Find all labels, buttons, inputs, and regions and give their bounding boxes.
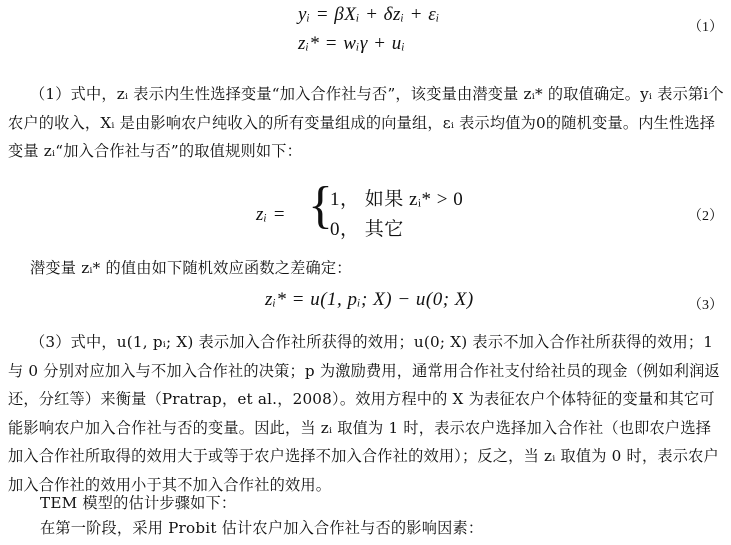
equation-3-number: （3） [688,298,723,313]
equation-2-brace: { [308,177,333,234]
paragraph-5: 在第一阶段，采用 Probit 估计农户加入合作社与否的影响因素： [40,519,484,537]
equation-2-number: （2） [688,209,723,224]
equation-1-line-b: zᵢ* = wᵢγ + uᵢ [298,33,406,54]
equation-3: zᵢ* = u(1, pᵢ; X) − u(0; X) [265,289,474,310]
paragraph-3: （3）式中，u(1, pᵢ; X) 表示加入合作社所获得的效用；u(0; X) 表示不加入合作社所获得的效用；1 与 0 分别对应加入与不加入合作社的决策；p 为激励费用，通常用合作社支付给社员的现金（例如利润返还，分红等）来衡量（Pratrap，et al.，2008）。效用方程中的 X 为表征农户个体特征的变量和其它可能影响农户加入合作社与否的变量。因此，当 zᵢ 取值为 1 时，表示农户选择加入合作社（也即农户选择加入合作社所取得的效用大于或等于农户选择不加入合作社的效用）；反之，当 zᵢ 取值为 0 时，表示农户加入合作社的效用小于其不加入合作社的效用。 [8,333,720,494]
equation-1-line-a: yᵢ = βXᵢ + δzᵢ + εᵢ [298,4,440,25]
equation-2-case-1: 1， 如果 zᵢ* > 0 [330,189,464,210]
paragraph-2: 潜变量 zᵢ* 的值由如下随机效应函数之差确定： [30,259,352,277]
paragraph-1: （1）式中，zᵢ 表示内生性选择变量“加入合作社与否”，该变量由潜变量 zᵢ* 的取值确定。yᵢ 表示第i个农户的收入，Xᵢ 是由影响农户纯收入的所有变量组成的向量组，εᵢ 表示均值为0的随机变量。内生性选择变量 zᵢ“加入合作社与否”的取值规则如下： [8,85,724,160]
equation-2-case-2: 0， 其它 [330,219,404,240]
paragraph-4: TEM 模型的估计步骤如下： [40,494,237,512]
equation-2-lhs: zᵢ = [256,204,286,225]
equation-1-number: （1） [688,20,723,35]
